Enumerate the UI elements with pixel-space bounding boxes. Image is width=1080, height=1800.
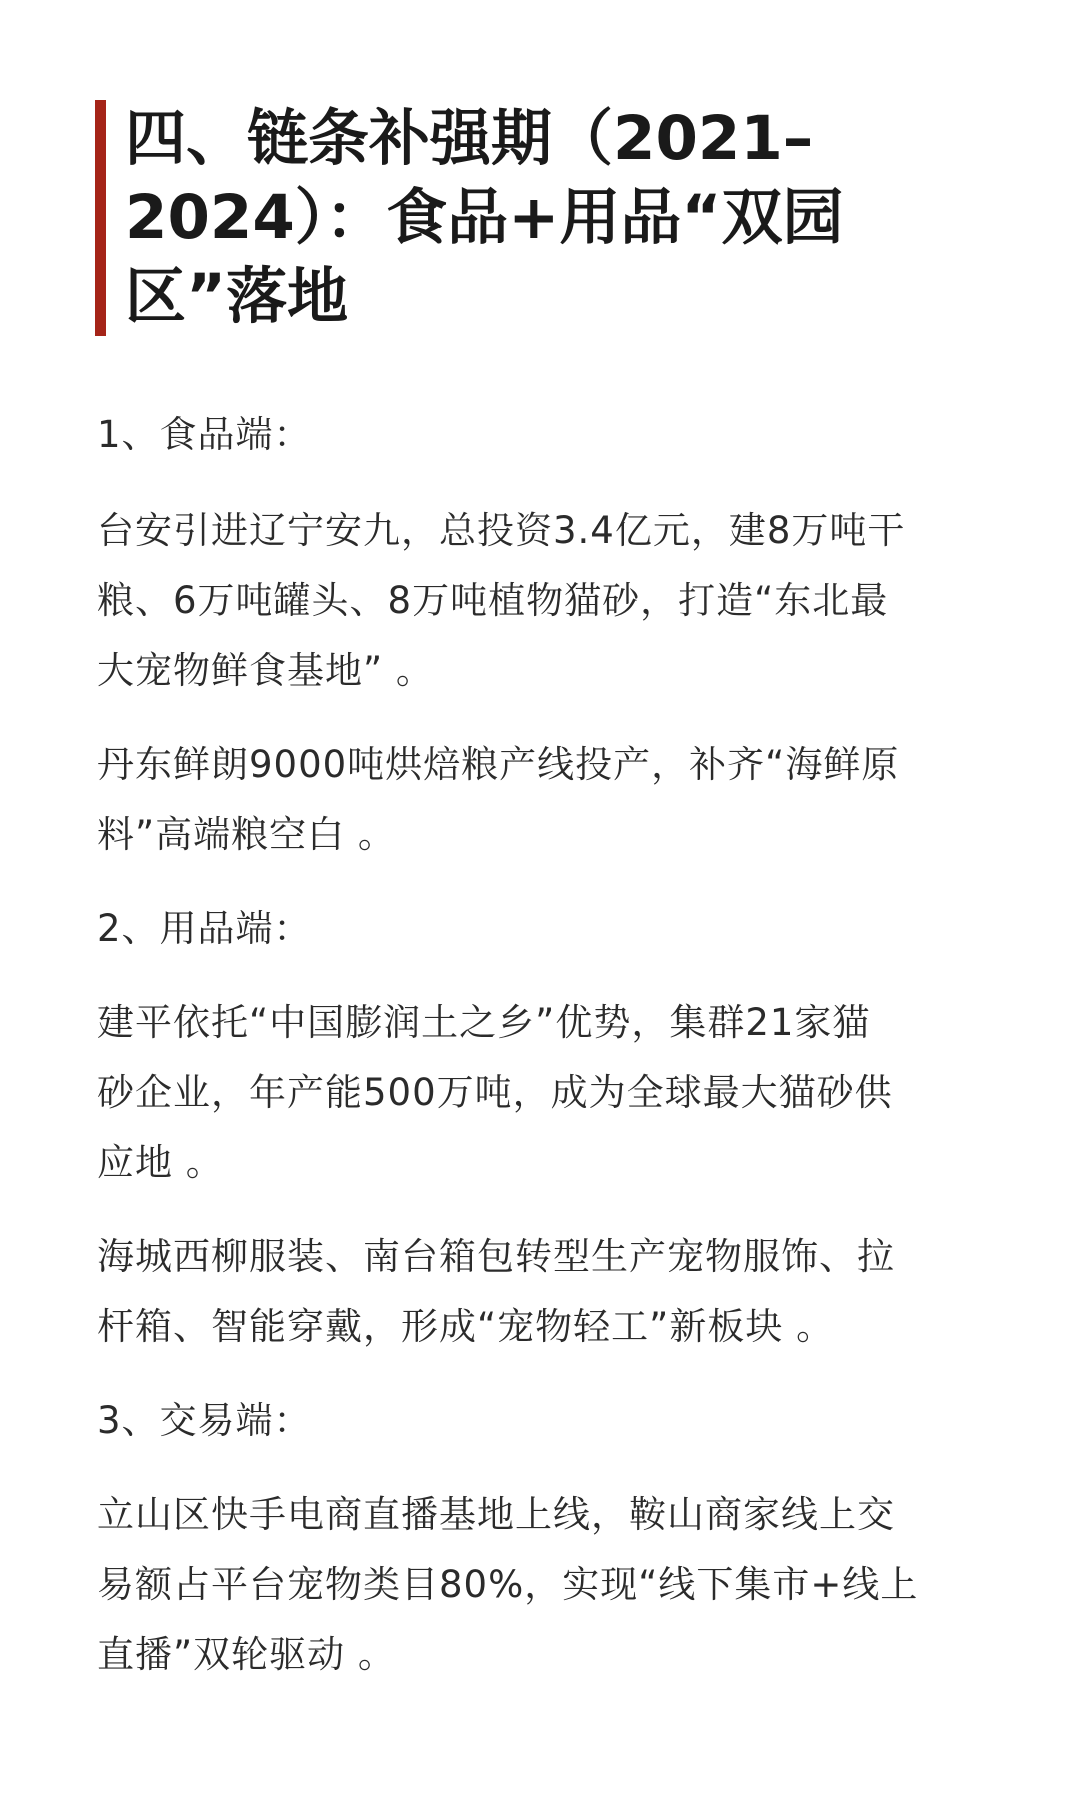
title-block <box>95 100 995 336</box>
paragraph-line: 料”高端粮空白 。 <box>97 813 396 856</box>
paragraph-line: 立山区快手电商直播基地上线，鞍山商家线上交 <box>97 1493 895 1536</box>
paragraph-line: 杆箱、智能穿戴，形成“宠物轻工”新板块 。 <box>97 1305 835 1348</box>
paragraph-line: 砂企业，年产能500万吨，成为全球最大猫砂供 <box>97 1071 893 1114</box>
title-line-2: 2024）：食品+用品“双园 <box>125 182 844 253</box>
title-accent-bar <box>95 100 106 336</box>
section-heading-trade: 3、交易端： <box>97 1399 312 1442</box>
title-line-1: 四、链条补强期（2021– <box>125 103 814 174</box>
section-heading-food: 1、食品端： <box>97 413 312 456</box>
paragraph-line: 海城西柳服装、南台箱包转型生产宠物服饰、拉 <box>97 1235 895 1278</box>
paragraph-line: 直播”双轮驱动 。 <box>97 1633 396 1676</box>
paragraph-line: 大宠物鲜食基地” 。 <box>97 649 434 692</box>
paragraph-line: 应地 。 <box>97 1141 224 1184</box>
paragraph-line: 粮、6万吨罐头、8万吨植物猫砂，打造“东北最 <box>97 579 889 622</box>
paragraph-line: 台安引进辽宁安九，总投资3.4亿元，建8万吨干 <box>97 509 906 552</box>
title-line-3: 区”落地 <box>125 261 349 332</box>
section-heading-supplies: 2、用品端： <box>97 907 312 950</box>
paragraph-line: 建平依托“中国膨润土之乡”优势，集群21家猫 <box>97 1001 871 1044</box>
paragraph-line: 丹东鲜朗9000吨烘焙粮产线投产，补齐“海鲜原 <box>97 743 900 786</box>
paragraph-line: 易额占平台宠物类目80%，实现“线下集市+线上 <box>97 1563 919 1606</box>
